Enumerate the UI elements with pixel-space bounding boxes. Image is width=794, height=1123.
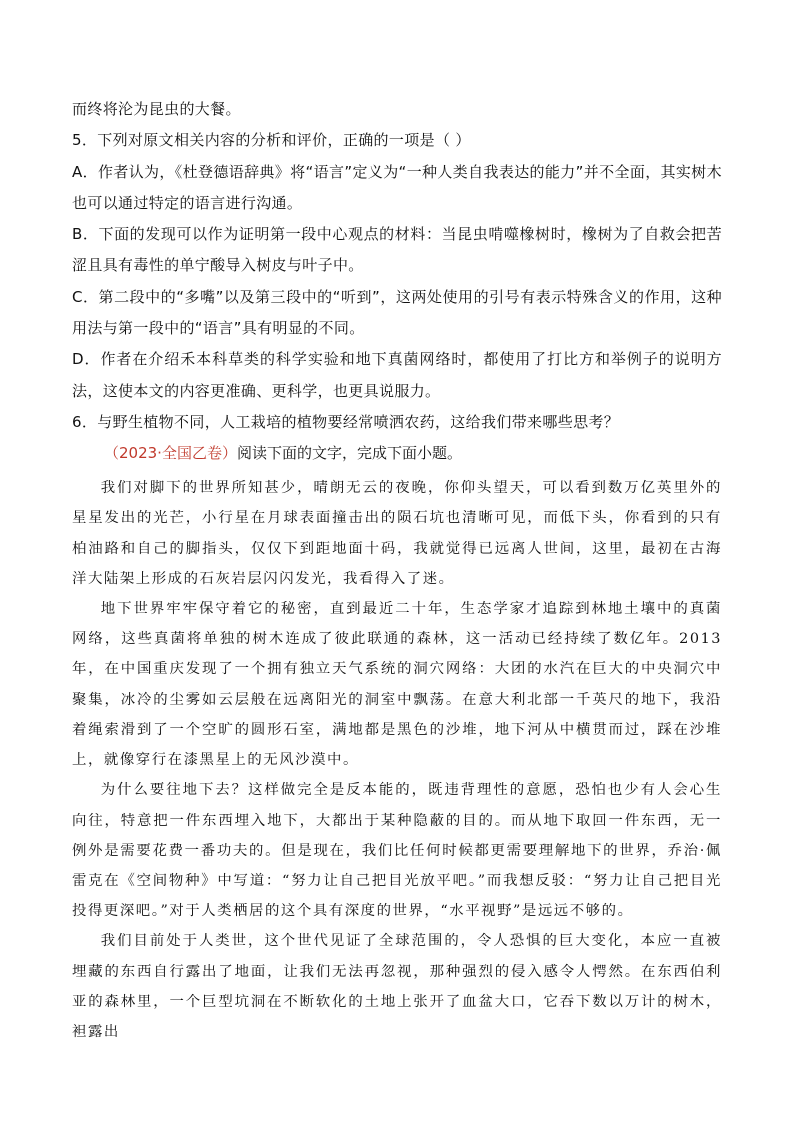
question-6: 6．与野生植物不同，人工栽培的植物要经常喷洒农药，这给我们带来哪些思考？ — [72, 412, 620, 431]
option-d: D．作者在介绍禾本科草类的科学实验和地下真菌网络时，都使用了打比方和举例子的说明方法，这使本文的内容更准确、更科学，也更具说服力。 — [72, 350, 722, 400]
passage-paragraph-2: 地下世界牢牢保守着它的秘密，直到最近二十年，生态学家才追踪到林地土壤中的真菌网络，这些真菌将单独的树木连成了彼此联通的森林，这一活动已经持续了数亿年。2013 年，在中国重庆发现了一个拥有独立天气系统的洞穴网络：大团的水汽在巨大的中央洞穴中聚集，冰冷的尘雾如云层般在远离阳光的洞室中飘荡。在意大利北部一千英尺的地下，我沿着绳索滑到了一个空旷的圆形石室，满地都是黑色的沙堆，地下河从中横贯而过，踩在沙堆上，就像穿行在漆黑星上的无风沙漠中。 — [72, 601, 722, 769]
option-b: B．下面的发现可以作为证明第一段中心观点的材料：当昆虫啃噬橡树时，橡树为了自救会把苦涩且具有毒性的单宁酸导入树皮与叶子中。 — [72, 225, 722, 275]
source-instruction: 阅读下面的文字，完成下面小题。 — [236, 444, 462, 463]
reading-passage — [72, 473, 722, 1047]
continuation-line: 而终将沦为昆虫的大餐。 — [72, 100, 241, 118]
source-tag: （2023·全国乙卷） — [104, 444, 237, 463]
source-line — [72, 438, 722, 469]
passage-paragraph-4: 我们目前处于人类世，这个世代见证了全球范围的，令人恐惧的巨大变化，本应一直被埋藏的东西自行露出了地面，让我们无法再忽视，那种强烈的侵入感令人愕然。在东西伯利亚的森林里，一个巨型坑洞在不断软化的土地上张开了血盆大口，它吞下数以万计的树木，袒露出 — [72, 933, 722, 1040]
option-a: A．作者认为，《杜登德语辞典》将“语言”定义为“一种人类自我表达的能力”并不全面，其实树木也可以通过特定的语言进行沟通。 — [72, 162, 722, 212]
question-5: 5．下列对原文相关内容的分析和评价，正确的一项是（ ） — [72, 131, 471, 150]
passage-paragraph-1: 我们对脚下的世界所知甚少，晴朗无云的夜晚，你仰头望天，可以看到数万亿英里外的星星发出的光芒，小行星在月球表面撞击出的陨石坑也清晰可见，而低下头，你看到的只有柏油路和自己的脚指头，仅仅下到距地面十码，我就觉得已远离人世间，这里，最初在古海洋大陆架上形成的石灰岩层闪闪发光，我看得入了迷。 — [72, 480, 722, 587]
passage-paragraph-3: 为什么要往地下去？这样做完全是反本能的，既违背理性的意愿，恐怕也少有人会心生向往，特意把一件东西埋入地下，大都出于某种隐蔽的目的。而从地下取回一件东西，无一例外是需要花费一番功夫的。但是现在，我们比任何时候都更需要理解地下的世界，乔治·佩雷克在《空间物种》中写道：“努力让自己把目光放平吧。”而我想反驳：“努力让自己把目光投得更深吧。”对于人类栖居的这个具有深度的世界，“水平视野”是远远不够的。 — [72, 782, 722, 920]
question-block — [72, 94, 722, 438]
option-c: C．第二段中的“多嘴”以及第三段中的“听到”，这两处使用的引号有表示特殊含义的作用，这种用法与第一段中的“语言”具有明显的不同。 — [72, 287, 722, 338]
